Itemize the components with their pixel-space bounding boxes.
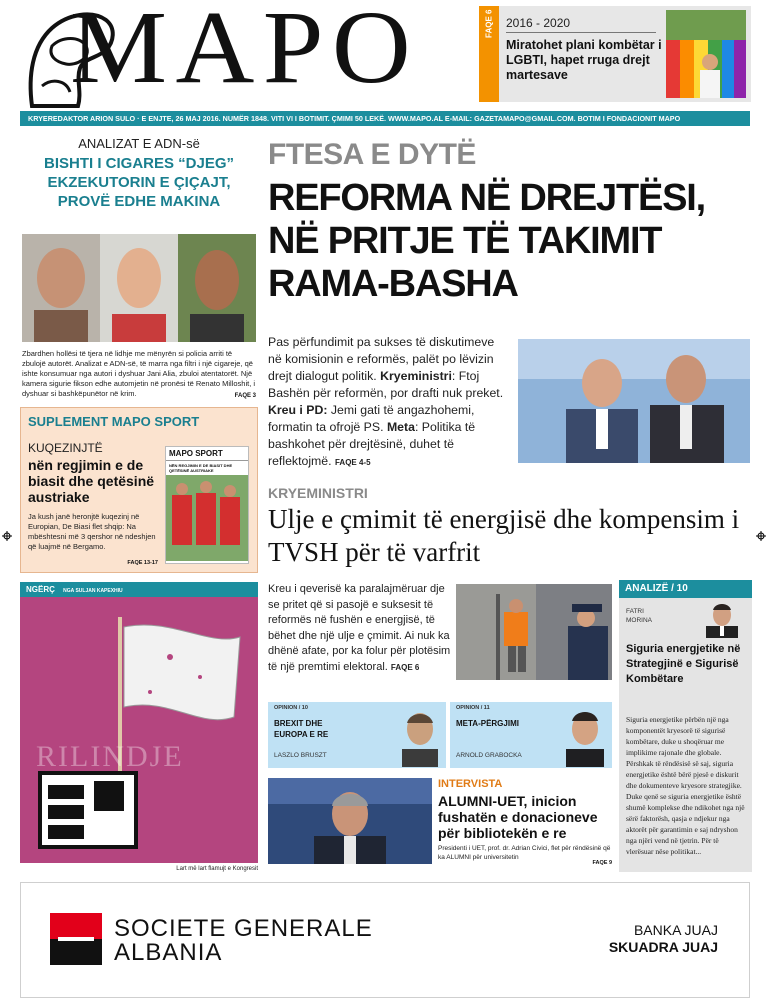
cartoon-flag-text: RILINDJE (36, 740, 184, 773)
advertiser-slogan (580, 922, 718, 956)
interview-photo (268, 778, 432, 864)
pm-page-ref[interactable]: FAQE 6 (390, 662, 420, 672)
sport-thumb-title: MAPO SPORT (166, 447, 248, 461)
cartoon-caption: Lart më lart flamujt e Kongresit (176, 866, 258, 872)
teaser-photo (666, 10, 746, 98)
main-body-text-3: : Politika të bashkohet për drejtësinë, duhet të reflektojmë. (268, 420, 476, 468)
opinion-1-label: OPINION / 10 (274, 705, 308, 711)
teaser-divider (506, 32, 656, 33)
analysis-body: Siguria energjetike përbën një nga komponentët kryesorë të sigurisë kombëtare, duke u shoqëruar me implikime rajonale dhe globale. Përshkak të rëndësisë së saj, siguria energjetike është bërë pjesë e diskurit dhe dokumenteve kryesore strategjike. Duke qenë se siguria energjetike është shumë komplekse dhe ndikohet nga një sërë faktorësh, qasja e ndjekur nga aktorët për garantimin e saj ndryshon nga njëri vend në tjetrin. Për të vlerësuar nëse politikat... (626, 715, 745, 856)
advertiser-name-line-2: ALBANIA (114, 939, 223, 966)
analysis-author-first: FATRI (626, 608, 644, 615)
main-body-intro: Pas përfundimit pa sukses të diskutimeve në komisionin e reformës, palët po lëvizin drejt dialogut politik. (268, 335, 495, 383)
cartoon-section-title: NGËRÇ (26, 585, 55, 594)
main-kicker: FTESA E DYTË (268, 138, 476, 171)
sport-thumb-headline: NËN REGJIMIN E DE BIASIT DHE QETËSINË AUSTRIAKE (169, 463, 233, 473)
advertiser-slogan-line-1: BANKA JUAJ (633, 922, 718, 938)
teaser-headline[interactable]: Miratohet plani kombëtar i LGBTI, hapet rruga drejt martesave (506, 38, 662, 82)
info-strip: KRYEREDAKTOR ARION SULO · E ENJTE, 26 MAJ 2016. NUMËR 1848. VITI VI I BOTIMIT. ÇMIMI 50 LEKË. WWW.MAPO.AL E-MAIL: GAZETAMAPO@GMAIL.COM. BOTIM I FONDACIONIT MAPO (20, 111, 750, 126)
pm-headline[interactable]: Ulje e çmimit të energjisë dhe kompensim i TVSH për të varfrit (268, 504, 740, 567)
adn-headline[interactable]: BISHTI I CIGARES “DJEG” EKZEKUTORIN E ÇIÇAJT, PROVË EDHE MAKINA (43, 155, 235, 210)
main-page-ref[interactable]: FAQE 4-5 (334, 458, 371, 467)
societe-generale-logo-icon (50, 913, 102, 965)
opinion-2-title[interactable]: META-PËRGJIMI (456, 719, 519, 728)
adn-kicker: ANALIZAT E ADN-së (78, 136, 200, 151)
interview-page-ref[interactable]: FAQE 9 (592, 860, 612, 866)
pm-photo-energy-workers (456, 584, 612, 680)
teaser-date-range: 2016 - 2020 (506, 16, 571, 30)
sport-kicker: KUQEZINJTË (28, 441, 103, 455)
advertiser-name (114, 917, 373, 965)
interview-body: Presidenti i UET, prof. dr. Adrian Civici, flet për rëndësinë që ka ALUMNI për universitetin (438, 845, 611, 861)
opinion-2-author: ARNOLD GRABOCKA (456, 752, 522, 759)
sport-thumb-photo (166, 475, 248, 561)
adn-body: Zbardhen hollësi të tjera në lidhje me mënyrën si policia arriti të zbulojë autorët. Analizat e ADN-së, të marra nga filtri i një cigareje, që ishte konsumuar nga autori i dyshuar Jani Alia, zbuloi atentatorët. Një kamera sigurie fikson edhe automjetin në pronësi të Renato Milloshit, i dyshuar si bashkëpunëtor në krim. (22, 349, 256, 398)
opinion-2-label: OPINION / 11 (456, 705, 490, 711)
main-body (268, 334, 510, 471)
cartoon-section-strip (20, 582, 258, 597)
main-body-text-2: Jemi gati të angazhohemi, formatin ta ofrojë PS. (268, 403, 475, 434)
opinion-1-author: LASZLO BRUSZT (274, 752, 327, 759)
masthead-title: MAPO (70, 0, 420, 105)
adn-suspects-photos (22, 234, 256, 342)
main-headline[interactable]: REFORMA NË DREJTËSI, NË PRITJE TË TAKIMIT RAMA-BASHA (268, 177, 705, 305)
sport-body: Ja kush janë heronjtë kuqezinj në Europian, De Biasi flet shqip: Na mbështesni më 3 qershor në ndeshjen që luajmë në Bergamo. (28, 512, 156, 551)
pm-body (268, 582, 454, 675)
sport-headline[interactable]: nën regjimin e de biasit dhe qetësinë austriake (28, 457, 155, 505)
main-photo-politicians (518, 339, 750, 463)
cartoon-illustration (20, 597, 258, 863)
advertiser-slogan-line-2: SKUADRA JUAJ (608, 939, 718, 955)
sport-supplement-thumbnail (165, 446, 249, 564)
analysis-author-last: MORINA (626, 617, 652, 624)
analysis-headline[interactable]: Siguria energjetike në Strategjinë e Sigurisë Kombëtare (626, 643, 741, 685)
main-body-bold-2: Kreu i PD: (268, 403, 328, 417)
registration-mark-left (2, 531, 12, 541)
analysis-author-photo (696, 600, 748, 638)
interview-kicker: INTERVISTA (438, 778, 503, 790)
sport-section-title: SUPLEMENT MAPO SPORT (28, 414, 200, 429)
opinion-1-author-photo (396, 705, 444, 767)
pm-body-text: Kreu i qeverisë ka paralajmëruar dje se pritet që si pasojë e suksesit të reformës në fushën e energjisë, të bëhet dhe një ulje e çmimit. Ai nuk ka dhënë afate, por ka folur për plotësim të një premtimi elektoral. (268, 583, 451, 673)
analysis-section-title: ANALIZË / 10 (619, 580, 752, 598)
main-body-bold-3: Meta (386, 420, 415, 434)
analysis-author (626, 607, 696, 625)
main-body-text-1: : Ftoj Bashën për reformën, por drafti nuk preket. (268, 369, 504, 400)
pm-kicker: KRYEMINISTRI (268, 485, 368, 501)
opinion-1-title[interactable]: BREXIT DHE EUROPA E RE (274, 719, 329, 739)
registration-mark-right (756, 531, 766, 541)
interview-headline[interactable]: ALUMNI-UET, inicion fushatën e donacioneve për bibliotekën e re (438, 793, 598, 841)
opinion-2-author-photo (560, 705, 610, 767)
main-body-bold-1: Kryeministri (380, 369, 452, 383)
teaser-page-tab: FAQE 6 (479, 6, 499, 102)
advertiser-name-line-1: SOCIETE GENERALE (114, 915, 373, 942)
sport-page-ref[interactable]: FAQE 13-17 (127, 560, 158, 566)
cartoon-author: NGA SULJAN KAPEXHIU (63, 588, 123, 594)
adn-page-ref[interactable]: FAQE 3 (234, 393, 256, 399)
